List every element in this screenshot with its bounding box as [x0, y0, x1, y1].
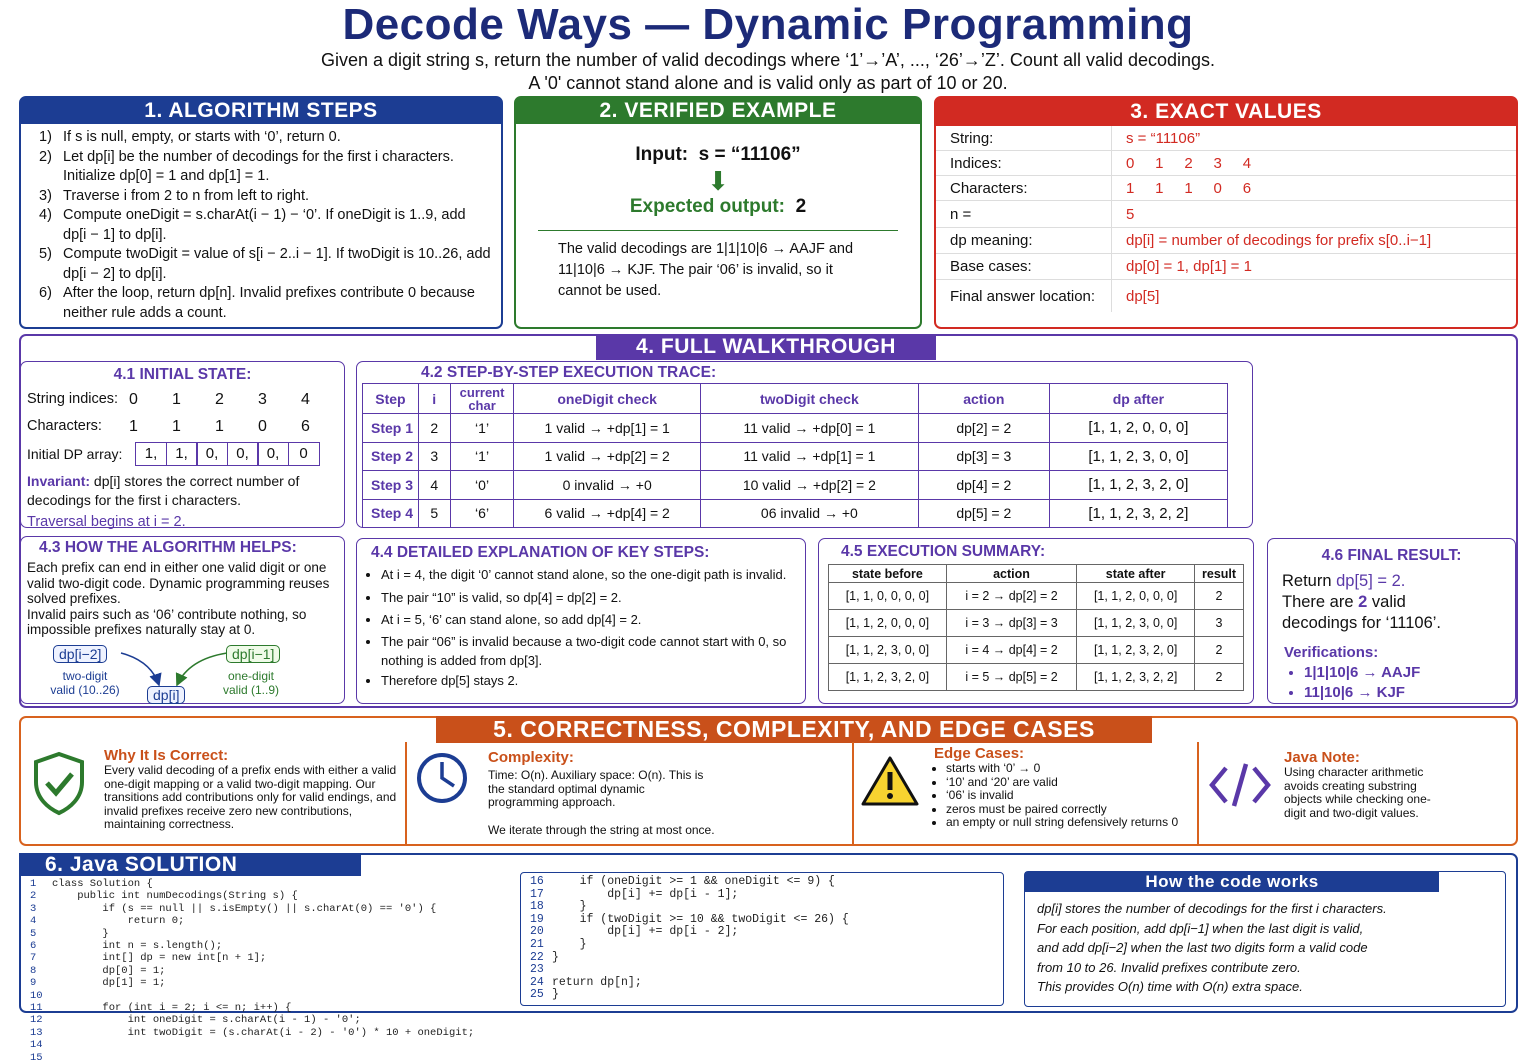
- trace-cell: 2: [418, 414, 450, 443]
- step-number: 6): [39, 285, 52, 301]
- summary-cell: i = 3 → dp[3] = 3: [946, 610, 1076, 637]
- execution-trace-title: 4.2 STEP-BY-STEP EXECUTION TRACE:: [421, 364, 717, 381]
- edge-cases-list: [934, 762, 1194, 830]
- algorithm-steps-list: [21, 124, 501, 323]
- exact-values-panel: [934, 96, 1518, 329]
- code-text: dp[0] = 1;: [52, 964, 166, 977]
- code-text: }: [552, 988, 559, 1002]
- initial-state-panel: [20, 361, 345, 528]
- code-line: [530, 977, 849, 990]
- line-number: 21: [530, 937, 544, 951]
- line-number: 24: [530, 975, 544, 989]
- how-code-line: This provides O(n) time with O(n) extra space.: [1037, 979, 1303, 994]
- exact-value-val: dp[5]: [1126, 287, 1160, 305]
- how-code-line: from 10 to 26. Invalid prefixes contribute zero.: [1037, 959, 1301, 975]
- step-text: Compute twoDigit = value of s[i − 2..i − 1]. If twoDigit is 10..26, add dp[i − 2] to dp[i].: [63, 246, 491, 282]
- key-steps-list: [357, 562, 805, 692]
- return-value: dp[5] = 2.: [1336, 572, 1406, 590]
- code-line: [30, 977, 474, 989]
- exact-value-row: [936, 254, 1516, 280]
- valid-label: valid: [1371, 593, 1406, 611]
- code-text: int[] dp = new int[n + 1];: [52, 952, 267, 965]
- trace-cell: 1 valid → +dp[2] = 2: [514, 442, 700, 471]
- trace-cell: ‘0’: [450, 471, 514, 500]
- node-dp-i-minus-2: dp[i−2]: [53, 645, 107, 663]
- exact-value-val: 5: [1126, 205, 1135, 223]
- line-number: 17: [530, 887, 544, 901]
- code-text: class Solution {: [52, 878, 153, 890]
- characters-values: [129, 418, 344, 436]
- string-char: 0: [258, 418, 267, 435]
- verifications-label: Verifications:: [1284, 644, 1379, 661]
- summary-header: state after: [1077, 565, 1195, 583]
- string-char: 6: [301, 418, 310, 435]
- code-line: [30, 915, 474, 927]
- exact-value-row: [936, 201, 1516, 228]
- dp-cell: 0,: [227, 442, 259, 466]
- line-number: 13: [30, 1026, 43, 1039]
- how-code-line: and add dp[i−2] when the last two digits form a valid code: [1037, 940, 1368, 955]
- line-number: 23: [530, 963, 544, 977]
- code-text: }: [552, 900, 587, 914]
- summary-cell: [1, 1, 2, 0, 0, 0]: [829, 610, 947, 637]
- line-number: 7: [30, 952, 37, 965]
- code-line: [30, 952, 474, 964]
- exact-value-key: Characters:: [936, 176, 1112, 200]
- code-line: [30, 1052, 474, 1064]
- summary-cell: [1, 1, 2, 3, 0, 0]: [829, 637, 947, 664]
- why-correct-heading: Why It Is Correct:: [104, 747, 229, 764]
- output-value: 2: [795, 196, 807, 217]
- summary-header: result: [1195, 565, 1244, 583]
- edge-case-item: • ‘06’ is invalid: [946, 789, 1194, 803]
- how-helps-text-2: Invalid pairs such as ‘06’ contribute nothing, so impossible prefixes naturally stay at 0.: [27, 606, 307, 637]
- dp-array-label: Initial DP array:: [27, 446, 123, 462]
- edge-case-item: • an empty or null string defensively returns 0: [946, 816, 1194, 830]
- line-number: 22: [530, 950, 544, 964]
- exact-value-row: [936, 151, 1516, 176]
- line-number: 16: [530, 875, 544, 888]
- step-number: 1): [39, 129, 52, 145]
- trace-cell: Step 3: [363, 471, 419, 500]
- string-index: 4: [301, 391, 310, 408]
- execution-summary-title: 4.5 EXECUTION SUMMARY:: [841, 543, 1046, 560]
- trace-header: twoDigit check: [700, 384, 918, 414]
- trace-cell: 5: [418, 499, 450, 528]
- input-value: s = “11106”: [698, 144, 801, 165]
- trace-row: [363, 499, 1228, 528]
- exact-value-val: 1 1 1 0 6: [1126, 179, 1252, 197]
- code-text: }: [552, 937, 587, 951]
- summary-cell: 2: [1195, 637, 1244, 664]
- complexity-text-2: We iterate through the string at most once.: [488, 822, 715, 837]
- line-number: 19: [530, 912, 544, 926]
- complexity-block: [488, 749, 718, 837]
- execution-trace-table: [362, 383, 1228, 528]
- trace-cell: 0 invalid → +0: [514, 471, 700, 500]
- step-number: 3): [39, 187, 52, 204]
- two-digit-caption-1: two-digit: [62, 669, 108, 683]
- line-number: 9: [30, 977, 37, 990]
- line-number: 15: [30, 1051, 43, 1064]
- execution-summary-panel: [818, 538, 1254, 704]
- line-number: 8: [30, 964, 37, 977]
- code-text: dp[1] = 1;: [52, 977, 166, 990]
- code-text: return dp[n];: [552, 975, 642, 989]
- string-char: 1: [129, 418, 138, 435]
- trace-cell: 06 invalid → +0: [700, 499, 918, 528]
- code-block-left: [30, 878, 474, 1064]
- step-text: If s is null, empty, or starts with ‘0’, return 0.: [63, 129, 341, 145]
- line-number: 4: [30, 915, 37, 928]
- node-dp-i-minus-1: dp[i−1]: [226, 645, 280, 663]
- verified-example-title: 2. VERIFIED EXAMPLE: [516, 98, 920, 124]
- execution-trace-panel: [356, 361, 1253, 528]
- trace-cell: 6 valid → +dp[4] = 2: [514, 499, 700, 528]
- java-note-text: Using character arithmetic avoids creating substring objects while checking one-digit and two-digit values.: [1284, 765, 1431, 820]
- trace-row: [363, 414, 1228, 443]
- summary-header: action: [946, 565, 1076, 583]
- summary-cell: [1, 1, 2, 3, 0, 0]: [1077, 610, 1195, 637]
- algorithm-step: [39, 128, 491, 148]
- code-line: [30, 928, 474, 940]
- code-text: }: [552, 950, 559, 964]
- invariant-label: Invariant:: [27, 473, 91, 489]
- edge-case-item: • starts with ‘0’ → 0: [946, 762, 1194, 776]
- line-number: 6: [30, 940, 37, 953]
- exact-value-row: [936, 228, 1516, 254]
- trace-header: current char: [450, 384, 514, 414]
- exact-value-key: Indices:: [936, 151, 1112, 175]
- key-steps-panel: [356, 538, 806, 704]
- exact-value-key: n =: [936, 201, 1112, 227]
- step-text: Traverse i from 2 to n from left to right.: [63, 187, 310, 204]
- clock-icon: [414, 750, 470, 806]
- dp-array-cells: [135, 442, 318, 466]
- two-digit-caption-2: valid (10..26): [50, 683, 120, 697]
- two-digit-caption: [43, 669, 127, 697]
- line-number: 2: [30, 890, 37, 903]
- summary-cell: i = 4 → dp[4] = 2: [946, 637, 1076, 664]
- code-text: }: [52, 927, 109, 940]
- algorithm-step: [39, 206, 491, 245]
- code-text: int oneDigit = s.charAt(i - 1) - '0';: [52, 1014, 361, 1027]
- trace-cell: [1, 1, 2, 0, 0, 0]: [1049, 414, 1227, 443]
- trace-cell: 1 valid → +dp[1] = 1: [514, 414, 700, 443]
- trace-cell: [1, 1, 2, 3, 0, 0]: [1049, 442, 1227, 471]
- code-line: [30, 890, 474, 902]
- execution-summary-table: [828, 564, 1244, 691]
- output-label: Expected output:: [629, 196, 786, 217]
- trace-cell: ‘6’: [450, 499, 514, 528]
- code-line: [530, 952, 849, 965]
- code-text: if (twoDigit >= 10 && twoDigit <= 26) {: [552, 912, 849, 926]
- summary-row: [829, 664, 1244, 691]
- trace-cell: 10 valid → +dp[2] = 2: [700, 471, 918, 500]
- exact-values-table: [936, 126, 1516, 312]
- trace-cell: 11 valid → +dp[0] = 1: [700, 414, 918, 443]
- exact-value-val: dp[0] = 1, dp[1] = 1: [1126, 258, 1252, 275]
- dp-cell: 0,: [196, 442, 228, 466]
- how-code-works-text: [1025, 892, 1505, 997]
- code-block-right: [530, 876, 849, 1002]
- summary-row: [829, 610, 1244, 637]
- exact-value-val: 0 1 2 3 4: [1126, 154, 1252, 172]
- there-are-label: There are: [1282, 593, 1354, 611]
- code-line: [30, 1014, 474, 1026]
- one-digit-caption: [211, 669, 291, 697]
- code-line: [30, 903, 474, 915]
- correctness-title: 5. CORRECTNESS, COMPLEXITY, AND EDGE CASES: [436, 716, 1152, 743]
- dp-cell: 1,: [135, 442, 167, 466]
- string-index: 0: [129, 391, 138, 408]
- code-brackets-icon: [1208, 760, 1272, 810]
- string-index: 3: [258, 391, 267, 408]
- full-walkthrough-title: 4. FULL WALKTHROUGH: [596, 334, 936, 360]
- invariant-body: dp[i] stores the correct number of decodings for the first i characters.: [27, 473, 300, 508]
- summary-cell: [1, 1, 2, 3, 2, 0]: [1077, 637, 1195, 664]
- java-solution-title: 6. Java SOLUTION: [19, 853, 361, 876]
- final-result-text: [1268, 565, 1515, 634]
- exact-value-key: String:: [936, 126, 1112, 150]
- line-number: 11: [30, 1002, 43, 1015]
- why-correct-block: [104, 747, 398, 832]
- line-number: 20: [530, 925, 544, 939]
- trace-cell: dp[2] = 2: [918, 414, 1049, 443]
- verifications-list: [1268, 661, 1515, 703]
- dp-cell: 0,: [257, 442, 289, 466]
- step-text: Compute oneDigit = s.charAt(i − 1) − ‘0’. If oneDigit is 1..9, add dp[i − 1] to dp[i].: [63, 207, 466, 243]
- trace-cell: dp[4] = 2: [918, 471, 1049, 500]
- exact-value-row: [936, 126, 1516, 151]
- indices-row: [21, 391, 344, 409]
- expected-output: [516, 196, 920, 218]
- verified-example-panel: [514, 96, 922, 329]
- code-line: [530, 939, 849, 952]
- complexity-text-1: Time: O(n). Auxiliary space: O(n). This is the standard optimal dynamic programming approach.: [488, 768, 704, 809]
- trace-cell: Step 4: [363, 499, 419, 528]
- line-number: 10: [30, 989, 43, 1002]
- string-char: 1: [215, 418, 224, 435]
- initial-state-title: 4.1 INITIAL STATE:: [113, 366, 252, 383]
- algorithm-step: [39, 148, 491, 187]
- exact-value-val: s = “11106”: [1126, 129, 1201, 147]
- input-label: Input:: [635, 144, 689, 165]
- summary-cell: i = 5 → dp[5] = 2: [946, 664, 1076, 691]
- line-number: 18: [530, 900, 544, 914]
- summary-cell: [1, 1, 2, 3, 2, 2]: [1077, 664, 1195, 691]
- decodings-for-line: decodings for ‘11106’.: [1282, 614, 1441, 632]
- verification-2: • 11|10|6 → KJF: [1304, 683, 1515, 703]
- indices-values: [129, 391, 344, 409]
- subtitle-line-2: A '0' cannot stand alone and is valid only as part of 10 or 20.: [528, 73, 1008, 93]
- trace-cell: [1, 1, 2, 3, 2, 0]: [1049, 471, 1227, 500]
- edge-cases-heading: Edge Cases:: [934, 745, 1025, 762]
- how-code-works-panel: [1024, 871, 1506, 1007]
- exact-value-row: [936, 280, 1516, 312]
- code-line: [30, 1002, 474, 1014]
- trace-header: i: [418, 384, 450, 414]
- example-note: The valid decodings are 1|1|10|6 → AAJF and 11|10|6 → KJF. The pair ‘06’ is invalid, so it cannot be used.: [558, 241, 854, 299]
- why-correct-text: Every valid decoding of a prefix ends with either a valid one-digit mapping or a valid two-digit mapping. Our transitions add contributions only for valid endings, and invalid prefixes receive zero new contributions, maintaining correctness.: [104, 763, 397, 831]
- trace-cell: Step 1: [363, 414, 419, 443]
- trace-header: action: [918, 384, 1049, 414]
- trace-header: Step: [363, 384, 419, 414]
- trace-header: dp after: [1049, 384, 1227, 414]
- code-line: [30, 940, 474, 952]
- summary-cell: [1, 1, 0, 0, 0, 0]: [829, 583, 947, 610]
- trace-cell: [1, 1, 2, 3, 2, 2]: [1049, 499, 1227, 528]
- line-number: 12: [30, 1014, 43, 1027]
- summary-cell: 2: [1195, 664, 1244, 691]
- algorithm-steps-panel: [19, 96, 503, 329]
- code-line: [30, 965, 474, 977]
- exact-value-key: Final answer location:: [936, 280, 1112, 312]
- code-text: if (oneDigit >= 1 && oneDigit <= 9) {: [552, 875, 835, 888]
- exact-value-val: dp[i] = number of decodings for prefix s[0..i−1]: [1126, 232, 1432, 249]
- final-result-panel: [1267, 538, 1516, 704]
- indices-label: String indices:: [27, 391, 119, 407]
- how-code-works-title: How the code works: [1025, 872, 1439, 892]
- verification-1: • 1|1|10|6 → AAJF: [1304, 663, 1515, 683]
- algorithm-step: [39, 187, 491, 207]
- line-number: 5: [30, 927, 37, 940]
- code-text: if (s == null || s.isEmpty() || s.charAt(0) == '0') {: [52, 902, 437, 915]
- step-number: 5): [39, 246, 52, 262]
- algorithm-steps-title: 1. ALGORITHM STEPS: [21, 98, 501, 124]
- final-result-title: 4.6 FINAL RESULT:: [1321, 547, 1462, 564]
- complexity-heading: Complexity:: [488, 749, 574, 766]
- node-dp-i: dp[i]: [147, 686, 185, 704]
- how-algorithm-helps-panel: [20, 536, 345, 704]
- string-index: 1: [172, 391, 181, 408]
- dp-cell: 1,: [166, 442, 198, 466]
- code-line: [30, 878, 474, 890]
- code-text: int n = s.length();: [52, 940, 223, 953]
- how-code-line: For each position, add dp[i−1] when the last digit is valid,: [1037, 920, 1364, 936]
- exact-value-key: dp meaning:: [936, 228, 1112, 253]
- edge-case-item: • ‘10’ and ‘20’ are valid: [946, 776, 1194, 790]
- code-text: for (int i = 2; i <= n; i++) {: [52, 1002, 292, 1015]
- subtitle-line-1: Given a digit string s, return the number of valid decodings where ‘1’→’A’, ..., ‘26’→’Z’. Count all valid decodings.: [320, 50, 1216, 70]
- summary-header: state before: [829, 565, 947, 583]
- how-helps-text-1: Each prefix can end in either one valid digit or one valid two-digit code. Dynamic programming reuses solved prefixes.: [27, 560, 330, 606]
- one-digit-caption-1: one-digit: [227, 669, 275, 683]
- trace-cell: ‘1’: [450, 442, 514, 471]
- trace-cell: dp[5] = 2: [918, 499, 1049, 528]
- key-step-item: • At i = 5, ‘6’ can stand alone, so add dp[4] = 2.: [381, 609, 797, 632]
- key-step-item: • Therefore dp[5] stays 2.: [381, 670, 797, 693]
- shield-check-icon: [30, 750, 88, 816]
- summary-cell: i = 2 → dp[2] = 2: [946, 583, 1076, 610]
- step-text: Let dp[i] be the number of decodings for the first i characters. Initialize dp[0] = 1 and dp[1] = 1.: [63, 148, 454, 184]
- summary-cell: [1, 1, 2, 3, 2, 0]: [829, 664, 947, 691]
- invariant-text: [21, 466, 344, 510]
- key-steps-title: 4.4 DETAILED EXPLANATION OF KEY STEPS:: [371, 544, 710, 561]
- step-number: 4): [39, 207, 52, 223]
- down-arrow-icon: ⬇: [707, 166, 729, 196]
- code-line: [30, 990, 474, 1002]
- java-note-heading: Java Note:: [1284, 749, 1360, 766]
- code-line: [30, 1039, 474, 1051]
- characters-row: [21, 418, 344, 436]
- summary-row: [829, 583, 1244, 610]
- code-text: int twoDigit = (s.charAt(i - 2) - '0') * 10 + oneDigit;: [52, 1026, 475, 1039]
- summary-cell: [1, 1, 2, 0, 0, 0]: [1077, 583, 1195, 610]
- line-number: 1: [30, 878, 37, 890]
- exact-values-title: 3. EXACT VALUES: [936, 98, 1516, 126]
- return-label: Return: [1282, 572, 1332, 590]
- exact-value-row: [936, 176, 1516, 201]
- one-digit-caption-2: valid (1..9): [222, 683, 280, 697]
- valid-count: 2: [1358, 593, 1368, 611]
- dp-cell: 0: [288, 442, 320, 466]
- line-number: 14: [30, 1039, 43, 1052]
- key-step-item: • The pair “06” is invalid because a two-digit code cannot start with 0, so nothing is added from dp[3].: [381, 632, 797, 670]
- code-text: dp[i] += dp[i - 1];: [552, 887, 739, 901]
- string-char: 1: [172, 418, 181, 435]
- page-title: Decode Ways — Dynamic Programming: [342, 0, 1194, 49]
- example-input: [516, 144, 920, 166]
- step-text: After the loop, return dp[n]. Invalid prefixes contribute 0 because neither rule adds a count.: [63, 285, 475, 321]
- line-number: 3: [30, 902, 37, 915]
- line-number: 25: [530, 988, 544, 1002]
- java-note-block: [1284, 749, 1444, 820]
- step-number: 2): [39, 148, 52, 165]
- algorithm-step: [39, 245, 491, 284]
- key-step-item: • The pair “10” is valid, so dp[4] = dp[2] = 2.: [381, 587, 797, 610]
- trace-row: [363, 442, 1228, 471]
- summary-cell: 2: [1195, 583, 1244, 610]
- code-line: [30, 1027, 474, 1039]
- code-line: [530, 989, 849, 1002]
- trace-header: oneDigit check: [514, 384, 700, 414]
- string-index: 2: [215, 391, 224, 408]
- edge-case-item: • zeros must be paired correctly: [946, 803, 1194, 817]
- code-text: return 0;: [52, 915, 185, 928]
- algorithm-step: [39, 284, 491, 323]
- summary-row: [829, 637, 1244, 664]
- dp-array-row: [21, 442, 344, 466]
- how-helps-title: 4.3 HOW THE ALGORITHM HELPS:: [39, 539, 297, 556]
- characters-label: Characters:: [27, 418, 102, 434]
- how-code-line: dp[i] stores the number of decodings for the first i characters.: [1037, 901, 1387, 916]
- trace-cell: 3: [418, 442, 450, 471]
- trace-row: [363, 471, 1228, 500]
- warning-icon: [860, 754, 920, 808]
- edge-cases-block: [934, 745, 1194, 830]
- trace-cell: Step 2: [363, 442, 419, 471]
- exact-value-key: Base cases:: [936, 254, 1112, 279]
- trace-cell: ‘1’: [450, 414, 514, 443]
- summary-cell: 3: [1195, 610, 1244, 637]
- trace-cell: dp[3] = 3: [918, 442, 1049, 471]
- code-text: dp[i] += dp[i - 2];: [552, 925, 739, 939]
- code-text: public int numDecodings(String s) {: [52, 890, 298, 903]
- trace-cell: 11 valid → +dp[1] = 1: [700, 442, 918, 471]
- traversal-start: Traversal begins at i = 2.: [27, 514, 186, 530]
- key-step-item: • At i = 4, the digit ‘0’ cannot stand alone, so the one-digit path is invalid.: [381, 564, 797, 587]
- trace-cell: 4: [418, 471, 450, 500]
